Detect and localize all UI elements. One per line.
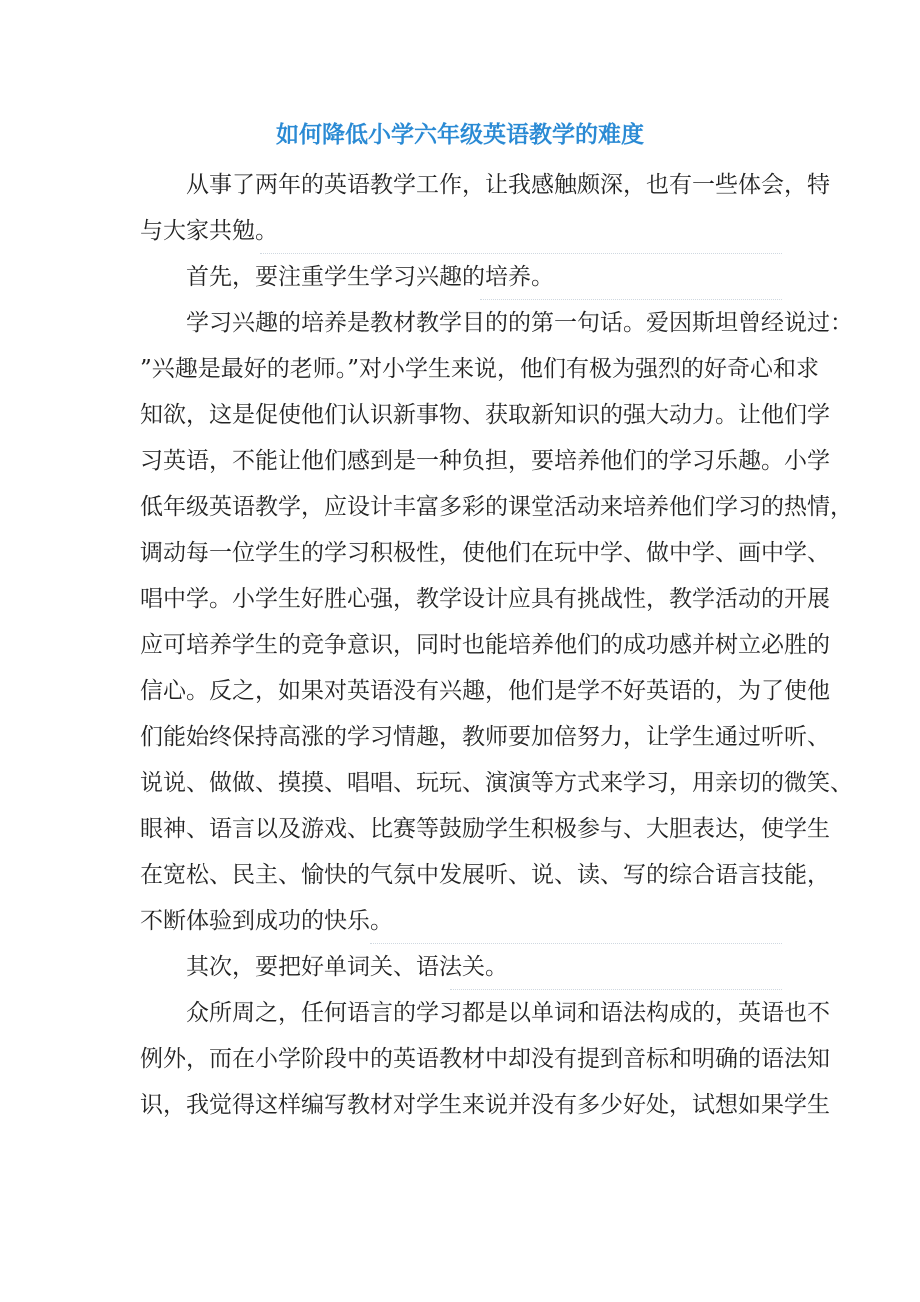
text-line: 习英语，不能让他们感到是一种负担，要培养他们的学习乐趣。小学 [140, 448, 830, 474]
text-line: 应可培养学生的竞争意识，同时也能培养他们的成功感并树立必胜的 [140, 632, 830, 658]
text-line: 首先，要注重学生学习兴趣的培养。 [140, 254, 782, 300]
text-line: 们能始终保持高涨的学习情趣，教师要加倍努力，让学生通过听听、 [140, 724, 830, 750]
text-line: 说说、做做、摸摸、唱唱、玩玩、演演等方式来学习，用亲切的微笑、 [140, 770, 853, 796]
text-line: 在宽松、民主、愉快的气氛中发展听、说、读、写的综合语言技能， [140, 862, 830, 888]
text-line: 与大家共勉。 [140, 208, 782, 254]
text-line: 知欲，这是促使他们认识新事物、获取新知识的强大动力。让他们学 [140, 402, 830, 428]
text-line: 识，我觉得这样编写教材对学生来说并没有多少好处，试想如果学生 [140, 1092, 830, 1118]
text-line: 从事了两年的英语教学工作，让我感触颇深，也有一些体会，特 [186, 172, 830, 198]
text-line: 调动每一位学生的学习积极性，使他们在玩中学、做中学、画中学、 [140, 540, 830, 566]
text-line: 其次，要把好单词关、语法关。 [140, 944, 782, 990]
text-line: ”兴趣是最好的老师。”对小学生来说，他们有极为强烈的好奇心和求 [140, 356, 820, 382]
text-line: 眼神、语言以及游戏、比赛等鼓励学生积极参与、大胆表达，使学生 [140, 816, 830, 842]
text-line: 唱中学。小学生好胜心强，教学设计应具有挑战性，教学活动的开展 [140, 586, 830, 612]
text-line: 信心。反之，如果对英语没有兴趣，他们是学不好英语的，为了使他 [140, 678, 830, 704]
document-body [140, 162, 853, 1128]
text-line: 众所周之，任何语言的学习都是以单词和语法构成的，英语也不 [186, 1000, 830, 1026]
text-line: 低年级英语教学，应设计丰富多彩的课堂活动来培养他们学习的热情， [140, 494, 853, 520]
text-line: 例外，而在小学阶段中的英语教材中却没有提到音标和明确的语法知 [140, 1046, 830, 1072]
text-line: 不断体验到成功的快乐。 [140, 898, 782, 944]
document-title: 如何降低小学六年级英语教学的难度 [276, 122, 644, 148]
text-line: 学习兴趣的培养是教材教学目的的第一句话。爱因斯坦曾经说过： [186, 310, 853, 336]
